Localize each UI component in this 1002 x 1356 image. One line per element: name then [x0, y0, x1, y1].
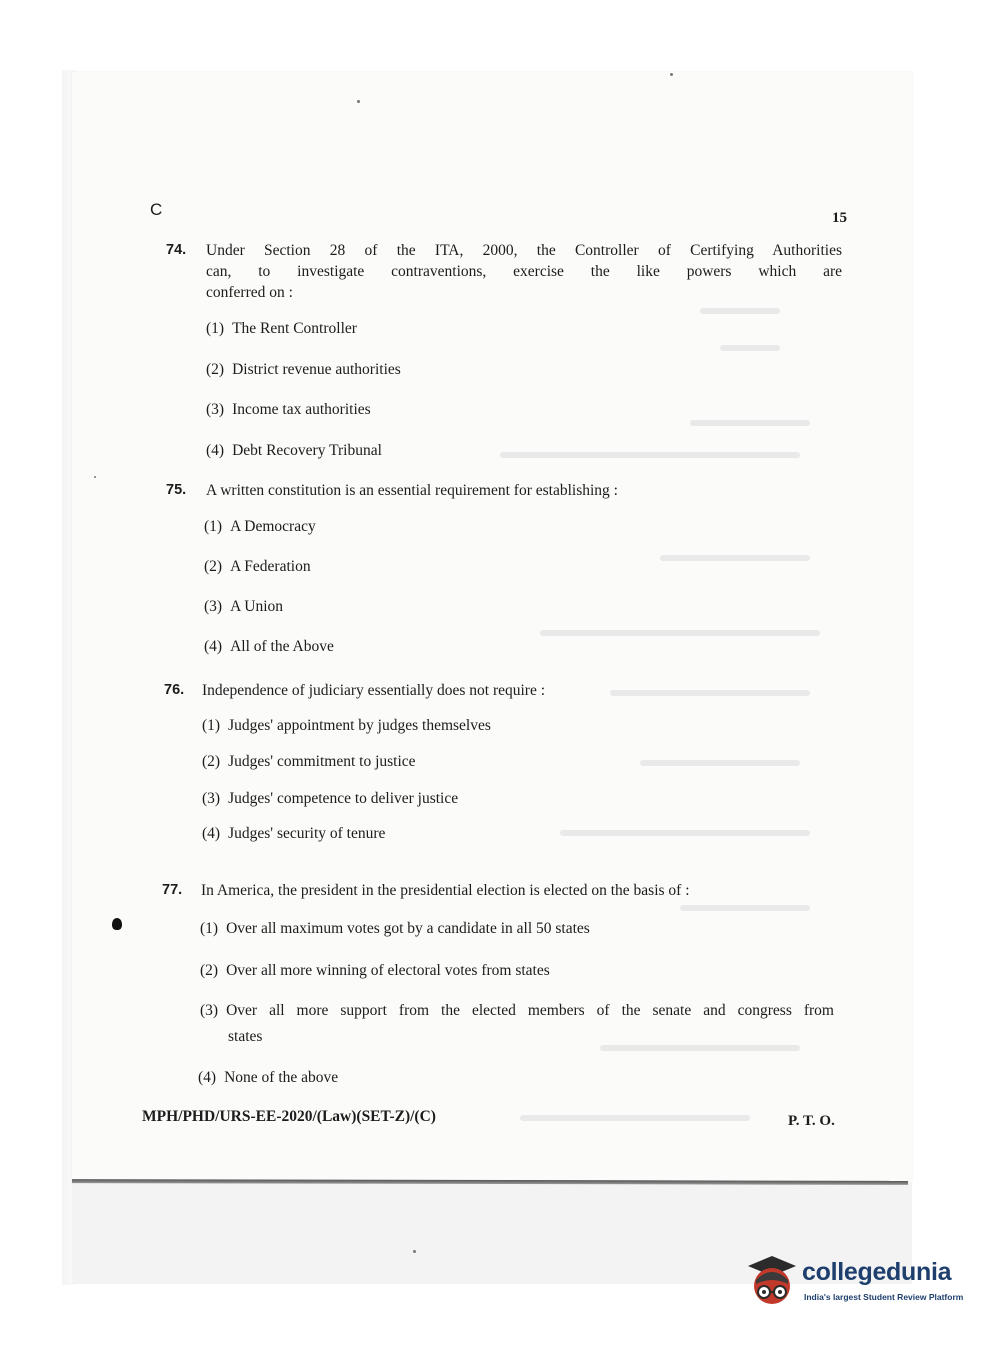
- student-mascot-icon: [742, 1252, 802, 1316]
- option-74-3: (3) Income tax authorities: [206, 401, 371, 418]
- collegedunia-logo: [742, 1252, 972, 1316]
- bleed-through-line: [660, 555, 810, 561]
- option-74-4: (4) Debt Recovery Tribunal: [206, 442, 382, 459]
- scan-speck: [94, 476, 96, 478]
- option-76-4: (4) Judges' security of tenure: [202, 825, 386, 842]
- option-74-1: (1) The Rent Controller: [206, 320, 357, 337]
- option-76-2: (2) Judges' commitment to justice: [202, 753, 416, 770]
- question-number: 77.: [162, 882, 183, 898]
- bleed-through-line: [540, 630, 820, 636]
- scan-speck: [357, 100, 360, 103]
- option-77-4: (4) None of the above: [198, 1069, 339, 1086]
- option-75-3: (3) A Union: [204, 598, 284, 615]
- question-text: Under Section 28 of the ITA, 2000, the Controller of Certifying Authorities: [206, 242, 842, 259]
- question-74: [166, 240, 842, 303]
- bleed-through-line: [560, 830, 810, 836]
- bleed-through-line: [500, 452, 800, 458]
- question-text: can, to investigate contraventions, exercise the like powers which are: [206, 263, 842, 280]
- paper-set-letter: C: [150, 200, 163, 219]
- page-number: 15: [832, 210, 847, 226]
- question-text: In America, the president in the presidential election is elected on the basis of :: [201, 882, 690, 899]
- bleed-through-line: [520, 1115, 750, 1121]
- ink-dot: [112, 918, 122, 930]
- question-text: Independence of judiciary essentially does not require :: [202, 682, 546, 699]
- option-77-3: (3) Over all more support from the elected members of the senate and congress from states: [200, 1002, 834, 1045]
- option-76-3: (3) Judges' competence to deliver justice: [202, 790, 459, 807]
- option-77-2: (2) Over all more winning of electoral votes from states: [200, 962, 550, 979]
- bleed-through-line: [700, 308, 780, 314]
- option-75-4: (4) All of the Above: [204, 638, 334, 655]
- option-77-1: (1) Over all maximum votes got by a candidate in all 50 states: [200, 920, 590, 937]
- please-turn-over: P. T. O.: [788, 1113, 835, 1129]
- question-75: [166, 480, 846, 501]
- scan-speck: [670, 73, 673, 76]
- question-number: 76.: [164, 682, 185, 698]
- question-number: 75.: [166, 482, 187, 498]
- option-75-1: (1) A Democracy: [204, 518, 316, 535]
- logo-tagline: India's largest Student Review Platform: [804, 1292, 964, 1302]
- option-74-2: (2) District revenue authorities: [206, 361, 401, 378]
- question-text: conferred on :: [206, 284, 293, 301]
- question-number: 74.: [166, 242, 187, 258]
- bleed-through-line: [680, 905, 810, 911]
- bleed-through-line: [640, 760, 800, 766]
- paper-code: MPH/PHD/URS-EE-2020/(Law)(SET-Z)/(C): [142, 1108, 436, 1125]
- question-76: [164, 680, 844, 701]
- scan-speck: [413, 1250, 416, 1253]
- logo-wordmark: collegedunia: [802, 1258, 952, 1286]
- question-77: [162, 880, 842, 901]
- bleed-through-line: [690, 420, 810, 426]
- option-76-1: (1) Judges' appointment by judges themselves: [202, 717, 491, 734]
- bleed-through-line: [720, 345, 780, 351]
- question-text: A written constitution is an essential requirement for establishing :: [206, 482, 618, 499]
- option-75-2: (2) A Federation: [204, 558, 311, 575]
